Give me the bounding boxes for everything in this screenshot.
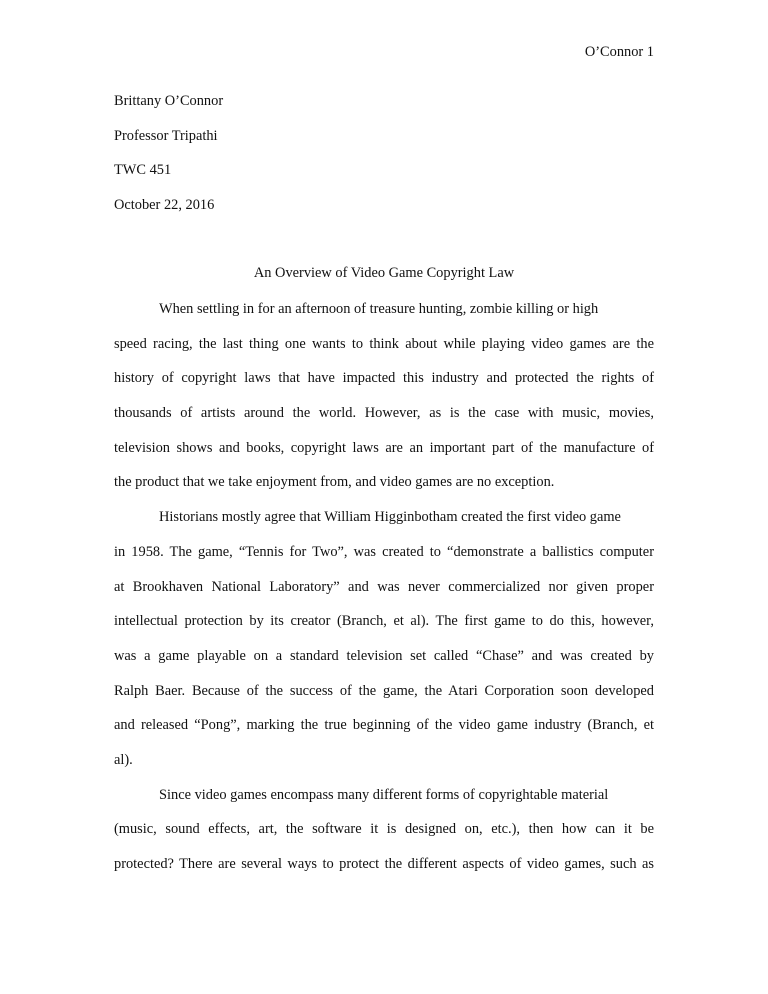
- author-name: Brittany O’Connor: [114, 93, 224, 109]
- paragraph-1-line-4: thousands of artists around the world. However, as is the case with music, movies,: [114, 405, 654, 422]
- paragraph-1-line-5: television shows and books, copyright laws are an important part of the manufacture of: [114, 439, 654, 456]
- paragraph-2-line-3: at Brookhaven National Laboratory” and was never commercialized nor given proper: [114, 578, 654, 595]
- paragraph-3-line-2: (music, sound effects, art, the software it is designed on, etc.), then how can it be: [114, 821, 654, 838]
- body-text: [114, 299, 654, 889]
- paragraph-3-line-3: protected? There are several ways to protect the different aspects of video games, such as: [114, 856, 654, 872]
- professor-name: Professor Tripathi: [114, 127, 218, 144]
- course-code: TWC 451: [114, 162, 172, 179]
- paragraph-3-line-1: Since video games encompass many different forms of copyrightable material: [159, 786, 609, 803]
- running-head: O’Connor 1: [584, 44, 654, 60]
- paragraph-1-line-3: history of copyright laws that have impacted this industry and protected the rights of: [114, 370, 654, 387]
- paragraph-2-line-4: intellectual protection by its creator (Branch, et al). The first game to do this, however,: [114, 613, 654, 630]
- paragraph-1-line-1: When settling in for an afternoon of treasure hunting, zombie killing or high: [159, 301, 599, 317]
- paragraph-2-line-1: Historians mostly agree that William Higginbotham created the first video game: [159, 509, 621, 526]
- paragraph-2-line-8: al).: [114, 751, 133, 768]
- paper-title: An Overview of Video Game Copyright Law: [253, 265, 515, 281]
- mla-heading: [114, 91, 223, 230]
- date: October 22, 2016: [114, 197, 215, 214]
- paragraph-2-line-7: and released “Pong”, marking the true beginning of the video game industry (Branch, et: [114, 717, 654, 734]
- paragraph-2-line-5: was a game playable on a standard television set called “Chase” and was created by: [114, 647, 654, 664]
- paragraph-1-line-2: speed racing, the last thing one wants to think about while playing video games are the: [114, 335, 654, 352]
- paragraph-1-line-6: the product that we take enjoyment from, and video games are no exception.: [114, 474, 555, 491]
- paragraph-2-line-6: Ralph Baer. Because of the success of the game, the Atari Corporation soon developed: [114, 682, 654, 699]
- paragraph-2-line-2: in 1958. The game, “Tennis for Two”, was created to “demonstrate a ballistics computer: [114, 543, 654, 560]
